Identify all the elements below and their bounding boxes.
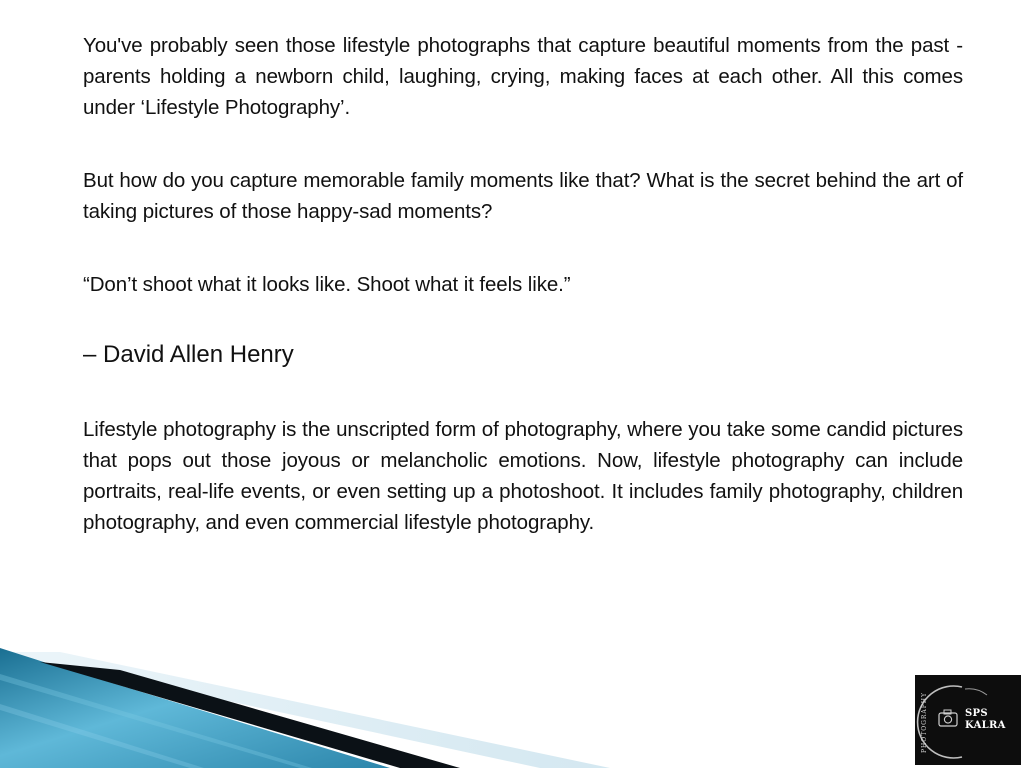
quote-attribution: – David Allen Henry (83, 341, 294, 368)
paragraph-definition: Lifestyle photography is the unscripted form of photography, where you take some candid pictures that pops out those joyous or melancholic emotions. Now, lifestyle photography can include portraits, real-life events, or even setting up a photoshoot. It includes family photography, children photography, and even commercial lifestyle photography. (83, 418, 963, 534)
text-content (83, 30, 963, 538)
decorative-swoosh (0, 640, 1024, 768)
logo-tagline: PHOTOGRAPHY (921, 692, 928, 753)
brand-logo (915, 675, 1021, 765)
logo-line-kalra: KALRA (965, 720, 1006, 731)
logo-line-sps: SPS (965, 708, 988, 719)
paragraph-intro: You've probably seen those lifestyle photographs that capture beautiful moments from the past - parents holding a newborn child, laughing, crying, making faces at each other. All this comes under ‘Lifestyle Photography’. (83, 34, 963, 119)
quote: “Don’t shoot what it looks like. Shoot what it feels like.” (83, 273, 571, 296)
paragraph-question: But how do you capture memorable family moments like that? What is the secret behind the art of taking pictures of those happy-sad moments? (83, 169, 963, 223)
